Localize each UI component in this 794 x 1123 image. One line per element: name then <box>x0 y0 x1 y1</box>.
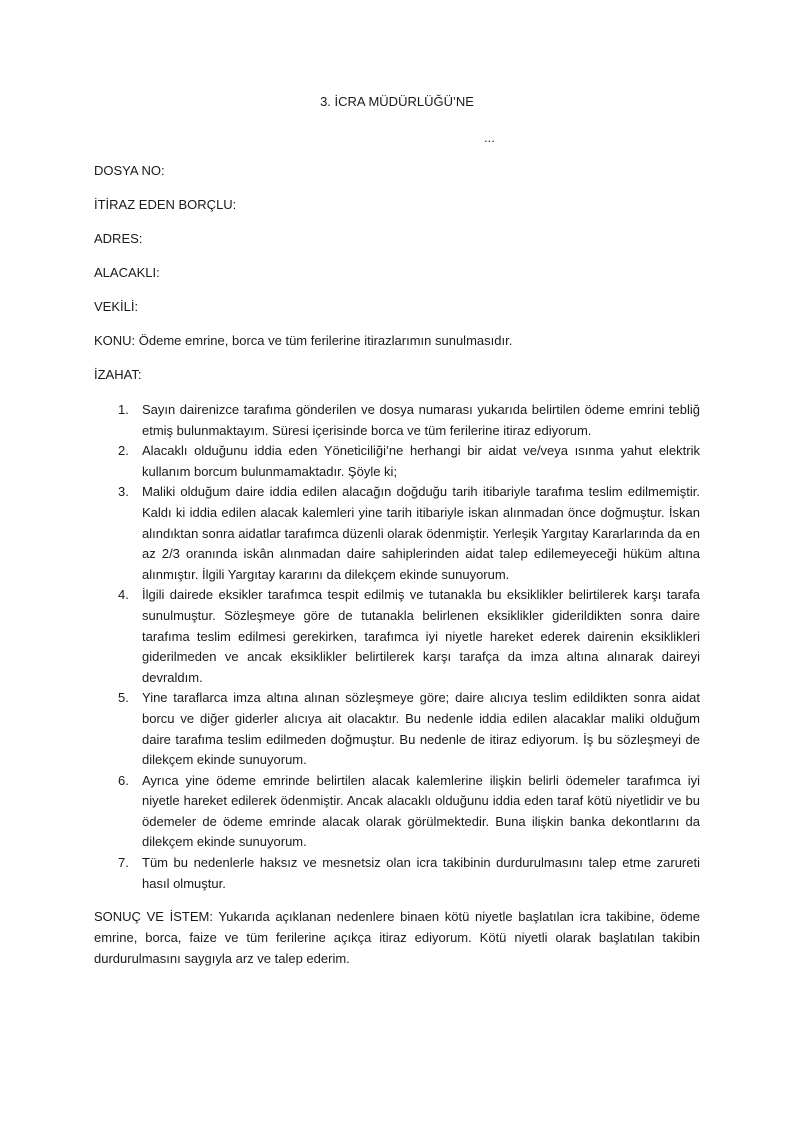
item-text: Tüm bu nedenlerle haksız ve mesnetsiz olan icra takibinin durdurulmasını talep etme zarureti hasıl olmuştur. <box>142 855 700 891</box>
item-number: 4. <box>118 587 129 603</box>
item-text: İlgili dairede eksikler tarafımca tespit edilmiş ve tutanakla bu eksiklikler belirtilerek karşı tarafa sunulmuştur. Sözleşmeye göre de tutanakla belirlenen eksiklikler giderildikten sonra daire tarafıma teslim edilmesi gerekirken, tarafımca iyi niyetle hareket ederek dairenin eksiklikleri giderilmeden ve ancak eksiklikler belirtilerek karşı tarafça da imza altına alınarak daireyi devraldım. <box>142 587 700 685</box>
izahat-item <box>94 400 700 441</box>
izahat-item <box>94 771 700 853</box>
item-number: 3. <box>118 484 129 500</box>
adres-label: ADRES: <box>94 231 143 246</box>
item-text: Alacaklı olduğunu iddia eden Yöneticiliği’ne herhangi bir aidat ve/veya ısınma yahut elektrik kullanım borcum bulunmamaktadır. Şöyle ki; <box>142 443 700 479</box>
konu-line: KONU: Ödeme emrine, borca ve tüm ferilerine itirazlarımın sunulmasıdır. <box>94 333 513 348</box>
item-number: 5. <box>118 690 129 706</box>
itiraz-eden-borclu-label: İTİRAZ EDEN BORÇLU: <box>94 197 237 212</box>
izahat-item <box>94 688 700 770</box>
item-text: Ayrıca yine ödeme emrinde belirtilen alacak kalemlerine ilişkin belirli ödemeler tarafımca iyi niyetle hareket edilerek ödenmiştir. Ancak alacaklı olduğunu iddia eden taraf kötü niyetlidir ve bu ödemeler de ödeme emrinde alacak olarak görülmektedir. Buna ilişkin banka dekontlarını da dilekçem ekinde sunuyorum. <box>142 772 700 850</box>
alacakli-label: ALACAKLI: <box>94 265 160 280</box>
izahat-item <box>94 482 700 585</box>
item-number: 1. <box>118 402 129 417</box>
sonuc-ve-istem-paragraph: SONUÇ VE İSTEM: Yukarıda açıklanan nedenlere binaen kötü niyetle başlatılan icra takibine, ödeme emrine, borca, faize ve tüm ferilerine açıkça itiraz ediyorum. Kötü niyetli olarak başlatılan takibin durdurulmasını saygıyla arz ve talep ederim. <box>94 909 700 966</box>
document-title: 3. İCRA MÜDÜRLÜĞÜ’NE <box>320 94 474 109</box>
item-number: 6. <box>118 772 129 788</box>
item-number: 7. <box>118 855 129 871</box>
vekili-label: VEKİLİ: <box>94 299 139 314</box>
izahat-heading: İZAHAT: <box>94 367 142 382</box>
izahat-item <box>94 441 700 482</box>
dosya-no-label: DOSYA NO: <box>94 163 165 178</box>
izahat-item <box>94 853 700 894</box>
item-number: 2. <box>118 443 129 459</box>
izahat-list <box>94 400 700 894</box>
izahat-item <box>94 585 700 688</box>
item-text: Sayın dairenizce tarafıma gönderilen ve dosya numarası yukarıda belirtilen ödeme emrini tebliğ etmiş bulunmaktayım. Süresi içerisinde borca ve tüm ferilerine itiraz ediyorum. <box>142 402 700 438</box>
item-text: Maliki olduğum daire iddia edilen alacağın doğduğu tarih itibariyle tarafıma teslim edilmemiştir. Kaldı ki iddia edilen alacak kalemleri yine tarih itibariyle iskan alınmadan önce doğmuştur. İskan alındıktan sonra aidatlar tarafımca düzenli olarak ödenmiştir. Yerleşik Yargıtay Kararlarında da en az 2/3 oranında iskân alınmadan daire sahiplerinden aidat talep edilemeyeceği hüküm altına alınmıştır. İlgili Yargıtay kararını da dilekçem ekinde sunuyorum. <box>142 484 700 582</box>
court-number-placeholder: ... <box>484 130 495 145</box>
item-text: Yine taraflarca imza altına alınan sözleşmeye göre; daire alıcıya teslim edildikten sonra aidat borcu ve diğer giderler alıcıya ait olacaktır. Bu nedenle iddia edilen alacaklar maliki olduğum daire tarafıma teslim edilmeden doğmuştur. Bu nedenle de itiraz ediyorum. İş bu sözleşmeyi de dilekçem ekinde sunuyorum. <box>142 690 700 768</box>
